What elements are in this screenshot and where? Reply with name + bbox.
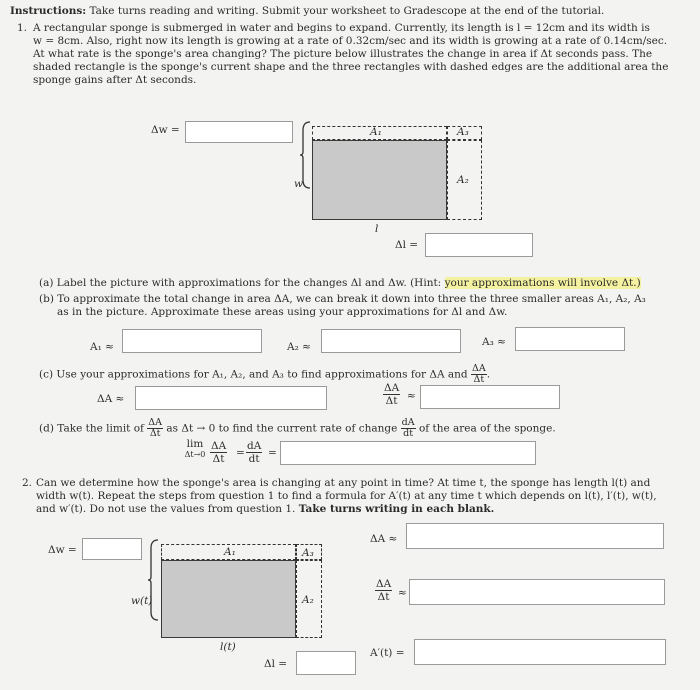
instructions-label: Instructions:: [10, 5, 87, 17]
q1-sponge-rect: [312, 140, 447, 220]
q1c-text: (c) Use your approximations for A₁, A₂, and A₃ to find approximations for ΔA and $\frac{\Delta A}{\Delta t}$ .: [39, 363, 491, 385]
q2-line3-bold: Take turns writing in each blank.: [298, 503, 495, 515]
q1d-post: of the area of the sponge.: [418, 422, 556, 435]
q2-rate-num: ΔA: [376, 578, 392, 590]
q1b-line2: as in the picture. Approximate these areas using your approximations for Δl and Δw.: [57, 306, 508, 318]
q1-line3: At what rate is the sponge's area changing? The picture below illustrates the change in area if Δt seconds pass. The: [33, 48, 653, 60]
q2-a1-label: A₁: [224, 546, 236, 558]
q1c-inline-frac: $\frac{\Delta A}{\Delta t}$: [472, 363, 486, 385]
q1c-rate-frac: [383, 382, 400, 407]
q2-width-brace: [148, 540, 160, 620]
q1-dl-input[interactable]: [425, 233, 533, 257]
q1c-da-label: ΔA ≈: [97, 393, 125, 405]
q1d-lim-word: lim: [186, 438, 204, 450]
q1-line2: w = 8cm. Also, right now its length is growing at a rate of 0.32cm/sec and its width is growing at a rate of 0.14cm/sec.: [33, 35, 668, 47]
q1-number: 1.: [17, 22, 28, 34]
q2-w-label: w(t): [131, 595, 153, 607]
q1-line5: sponge gains after Δt seconds.: [33, 74, 197, 86]
q2-rate-frac: [375, 578, 392, 603]
q1d-input[interactable]: [280, 441, 536, 465]
q1-dl-label: Δl =: [395, 239, 419, 251]
q2-da-label: ΔA ≈: [370, 533, 398, 545]
q1d-lim-frac: $\frac{\Delta A}{\Delta t}$: [211, 440, 227, 465]
q1-a3-label: A₃: [457, 126, 469, 138]
q1c-rate-input[interactable]: [420, 385, 560, 409]
q2-line3: [36, 503, 494, 516]
q1d-lim-sub: Δt→0: [184, 450, 206, 459]
q2-dw-input[interactable]: [82, 538, 142, 560]
q1c-approx: ≈: [407, 390, 416, 402]
q2-rate-den: Δt: [377, 591, 390, 603]
q2-line1: Can we determine how the sponge's area is changing at any point in time? At time t, the sponge has length l(t) and: [36, 477, 651, 489]
q1d-inline-frac: $\frac{\Delta A}{\Delta t}$: [148, 417, 163, 439]
q1a-prefix: (a) Label the picture with approximations for the changes Δl and Δw. (Hint:: [39, 277, 442, 289]
q1-line1: A rectangular sponge is submerged in water and begins to expand. Currently, its length is l = 12cm and its width is: [33, 22, 650, 34]
q2-number: 2.: [22, 477, 33, 489]
q1b-a3-label: A₃ ≈: [482, 336, 506, 348]
q2-approx: ≈: [398, 587, 407, 599]
q2-dl-input[interactable]: [296, 651, 356, 675]
q1d-eq2: =: [268, 447, 277, 459]
q1c-rate-num: ΔA: [384, 382, 400, 394]
q2-dw-label: Δw =: [48, 544, 77, 556]
q1d-inline-dfrac: $\frac{dA}{dt}$: [401, 417, 415, 439]
q1-dw-input[interactable]: [185, 121, 293, 143]
q1d-pre: (d) Take the limit of: [39, 422, 144, 435]
q2-aprime-label: A′(t) =: [370, 647, 405, 659]
q2-line2: width w(t). Repeat the steps from question 1 to find a formula for A′(t) at any time t which depends on l(t), l′(t), w(t),: [36, 490, 657, 502]
q1-a1-label: A₁: [370, 126, 382, 138]
q1d-lim: [178, 438, 212, 459]
q1c-text-main: (c) Use your approximations for A₁, A₂, and A₃ to find approximations for ΔA and: [39, 368, 468, 381]
q2-aprime-input[interactable]: [414, 639, 666, 665]
q1d-mid: as Δt → 0 to find the current rate of change: [166, 422, 398, 435]
q1a-highlight: your approximations will involve Δt.): [444, 277, 641, 289]
q1d-eq1: =: [236, 447, 245, 459]
q2-sponge-rect: [161, 560, 296, 638]
instructions-text: Take turns reading and writing. Submit your worksheet to Gradescope at the end of the tutorial.: [89, 5, 605, 17]
q2-a2-label: A₂: [302, 594, 314, 606]
q1b-a2-input[interactable]: [321, 329, 461, 353]
q2-a3-label: A₃: [302, 547, 314, 559]
q1b-a3-input[interactable]: [515, 327, 625, 351]
q1c-da-input[interactable]: [135, 386, 327, 410]
q2-da-input[interactable]: [406, 523, 664, 549]
q1c-rate-den: Δt: [385, 395, 398, 407]
q2-line3-pre: and w′(t). Do not use the values from question 1.: [36, 503, 296, 515]
q1-dw-label: Δw =: [151, 124, 180, 136]
q2-rate-input[interactable]: [409, 579, 665, 605]
q1-line4: shaded rectangle is the sponge's current shape and the three rectangles with dashed edges are the additional area the: [33, 61, 669, 73]
q1d-text: [39, 418, 556, 439]
q1-a2-label: A₂: [457, 174, 469, 186]
q1b-a1-label: A₁ ≈: [90, 341, 114, 353]
q1-l-label: l: [375, 223, 379, 235]
q1d-deriv-frac: $\frac{dA}{dt}$: [247, 440, 262, 465]
q2-dl-label: Δl =: [264, 658, 288, 670]
q1-w-label: w: [294, 178, 303, 190]
instructions: [10, 5, 604, 18]
q2-l-label: l(t): [220, 641, 236, 653]
q1b-a1-input[interactable]: [122, 329, 262, 353]
q1b-line1: (b) To approximate the total change in area ΔA, we can break it down into three the three smaller areas A₁, A₂, A₃: [39, 293, 646, 305]
q1a-text: [39, 277, 641, 290]
q1b-a2-label: A₂ ≈: [287, 341, 311, 353]
